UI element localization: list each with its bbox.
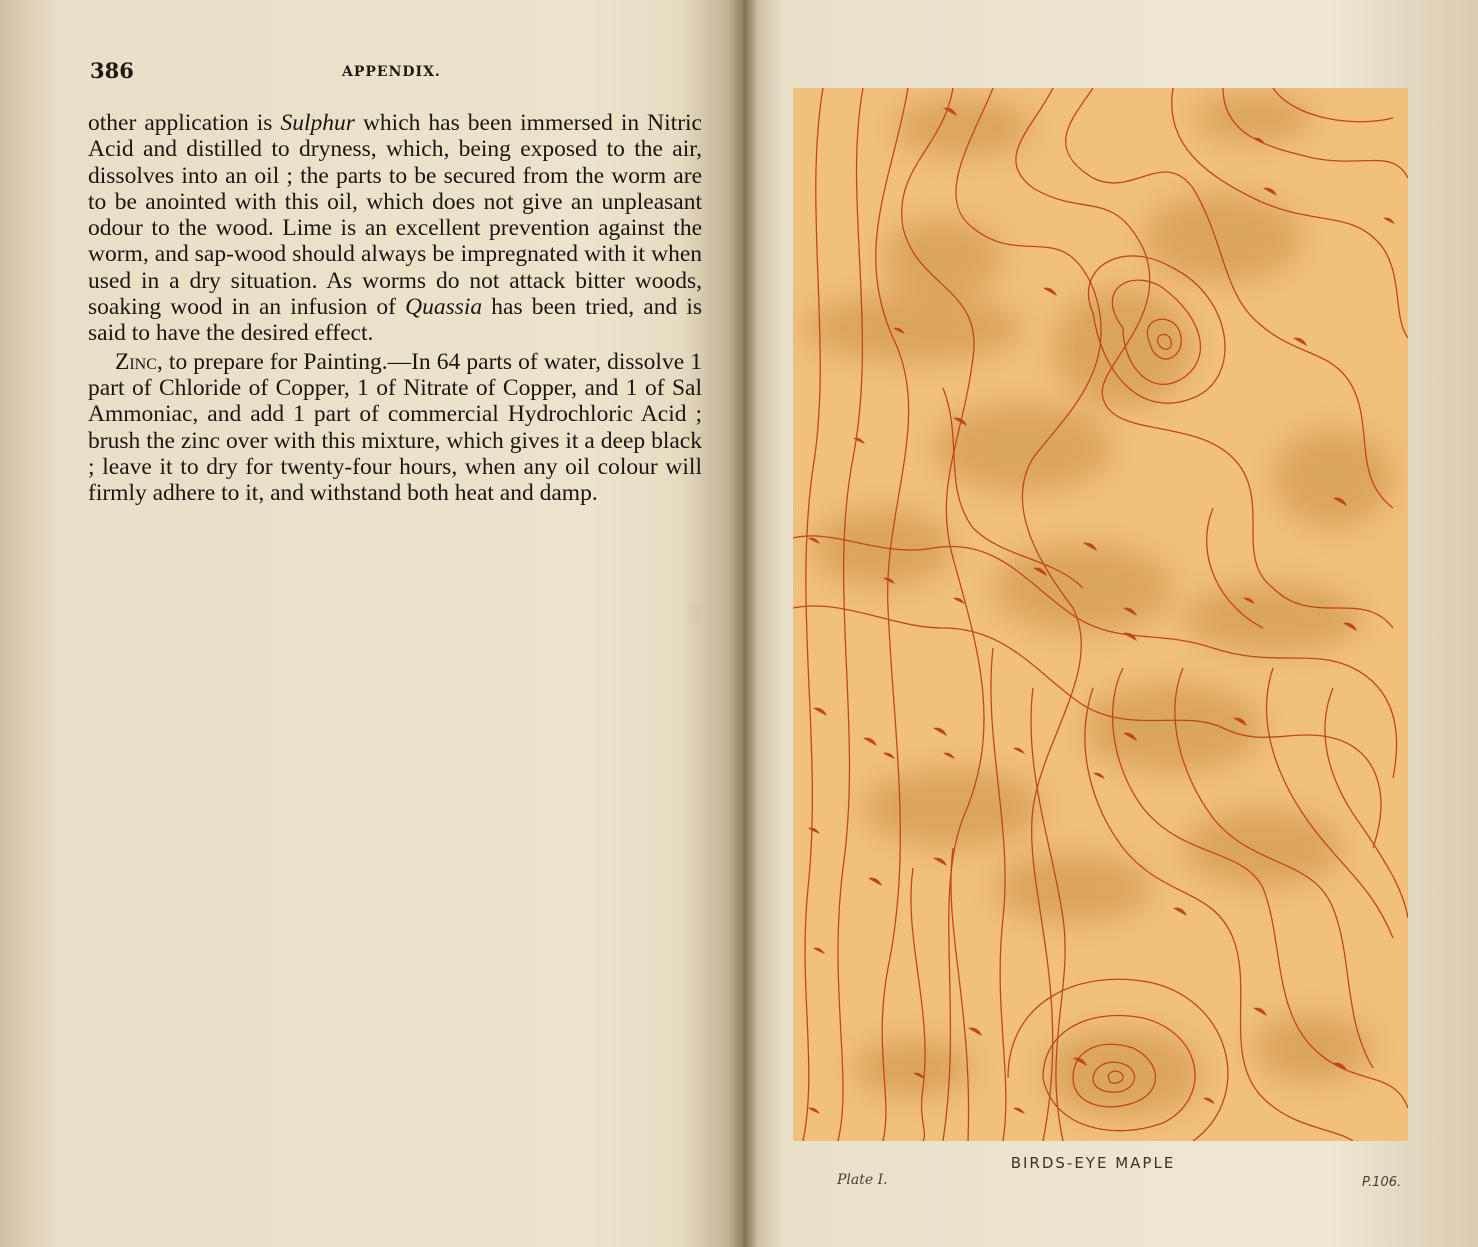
term-sulphur: Sulphur [280,110,355,136]
plate-label: Plate I. [837,1172,888,1188]
plate-page-reference: P.106. [1362,1175,1402,1190]
term-quassia: Quassia [405,294,483,321]
term-zinc: Zinc [115,348,157,375]
plate-title: BIRDS-EYE MAPLE [1010,1154,1176,1172]
maple-grain-illustration [793,88,1408,1141]
bleed-through-texture: ▒ [687,603,700,622]
body-text [88,110,702,506]
running-head: APPENDIX. [342,64,441,80]
paragraph-sulphur: other application is Sulphur which has been immersed in Nitric Acid and distilled to dryness, which, being exposed to the air, dissolves into an oil ; the parts to be secured from the worm are to be anointed with this oil, which does not give an unpleasant odour to the wood. Lime is an excellent prevention against the worm, and sap-wood should always be impregnated with it when used in a dry situation. As worms do not attack bitter woods, soaking wood in an infusion of Quassia has been tried, and is said to have the desired effect. [88,110,703,347]
page-number: 386 [90,58,134,83]
right-page [745,0,1478,1247]
birds-eye-maple-plate [793,88,1408,1141]
paragraph-zinc: Zinc, to prepare for Painting.—In 64 parts of water, dissolve 1 part of Chloride of Copper, 1 of Nitrate of Copper, and 1 of Sal Ammoniac, and add 1 part of commercial Hydrochloric Acid ; brush the zinc over with this mixture, which gives it a deep black ; leave it to dry for twenty-four hours, when any oil colour will firmly adhere to it, and withstand both heat and damp. [88,348,702,507]
